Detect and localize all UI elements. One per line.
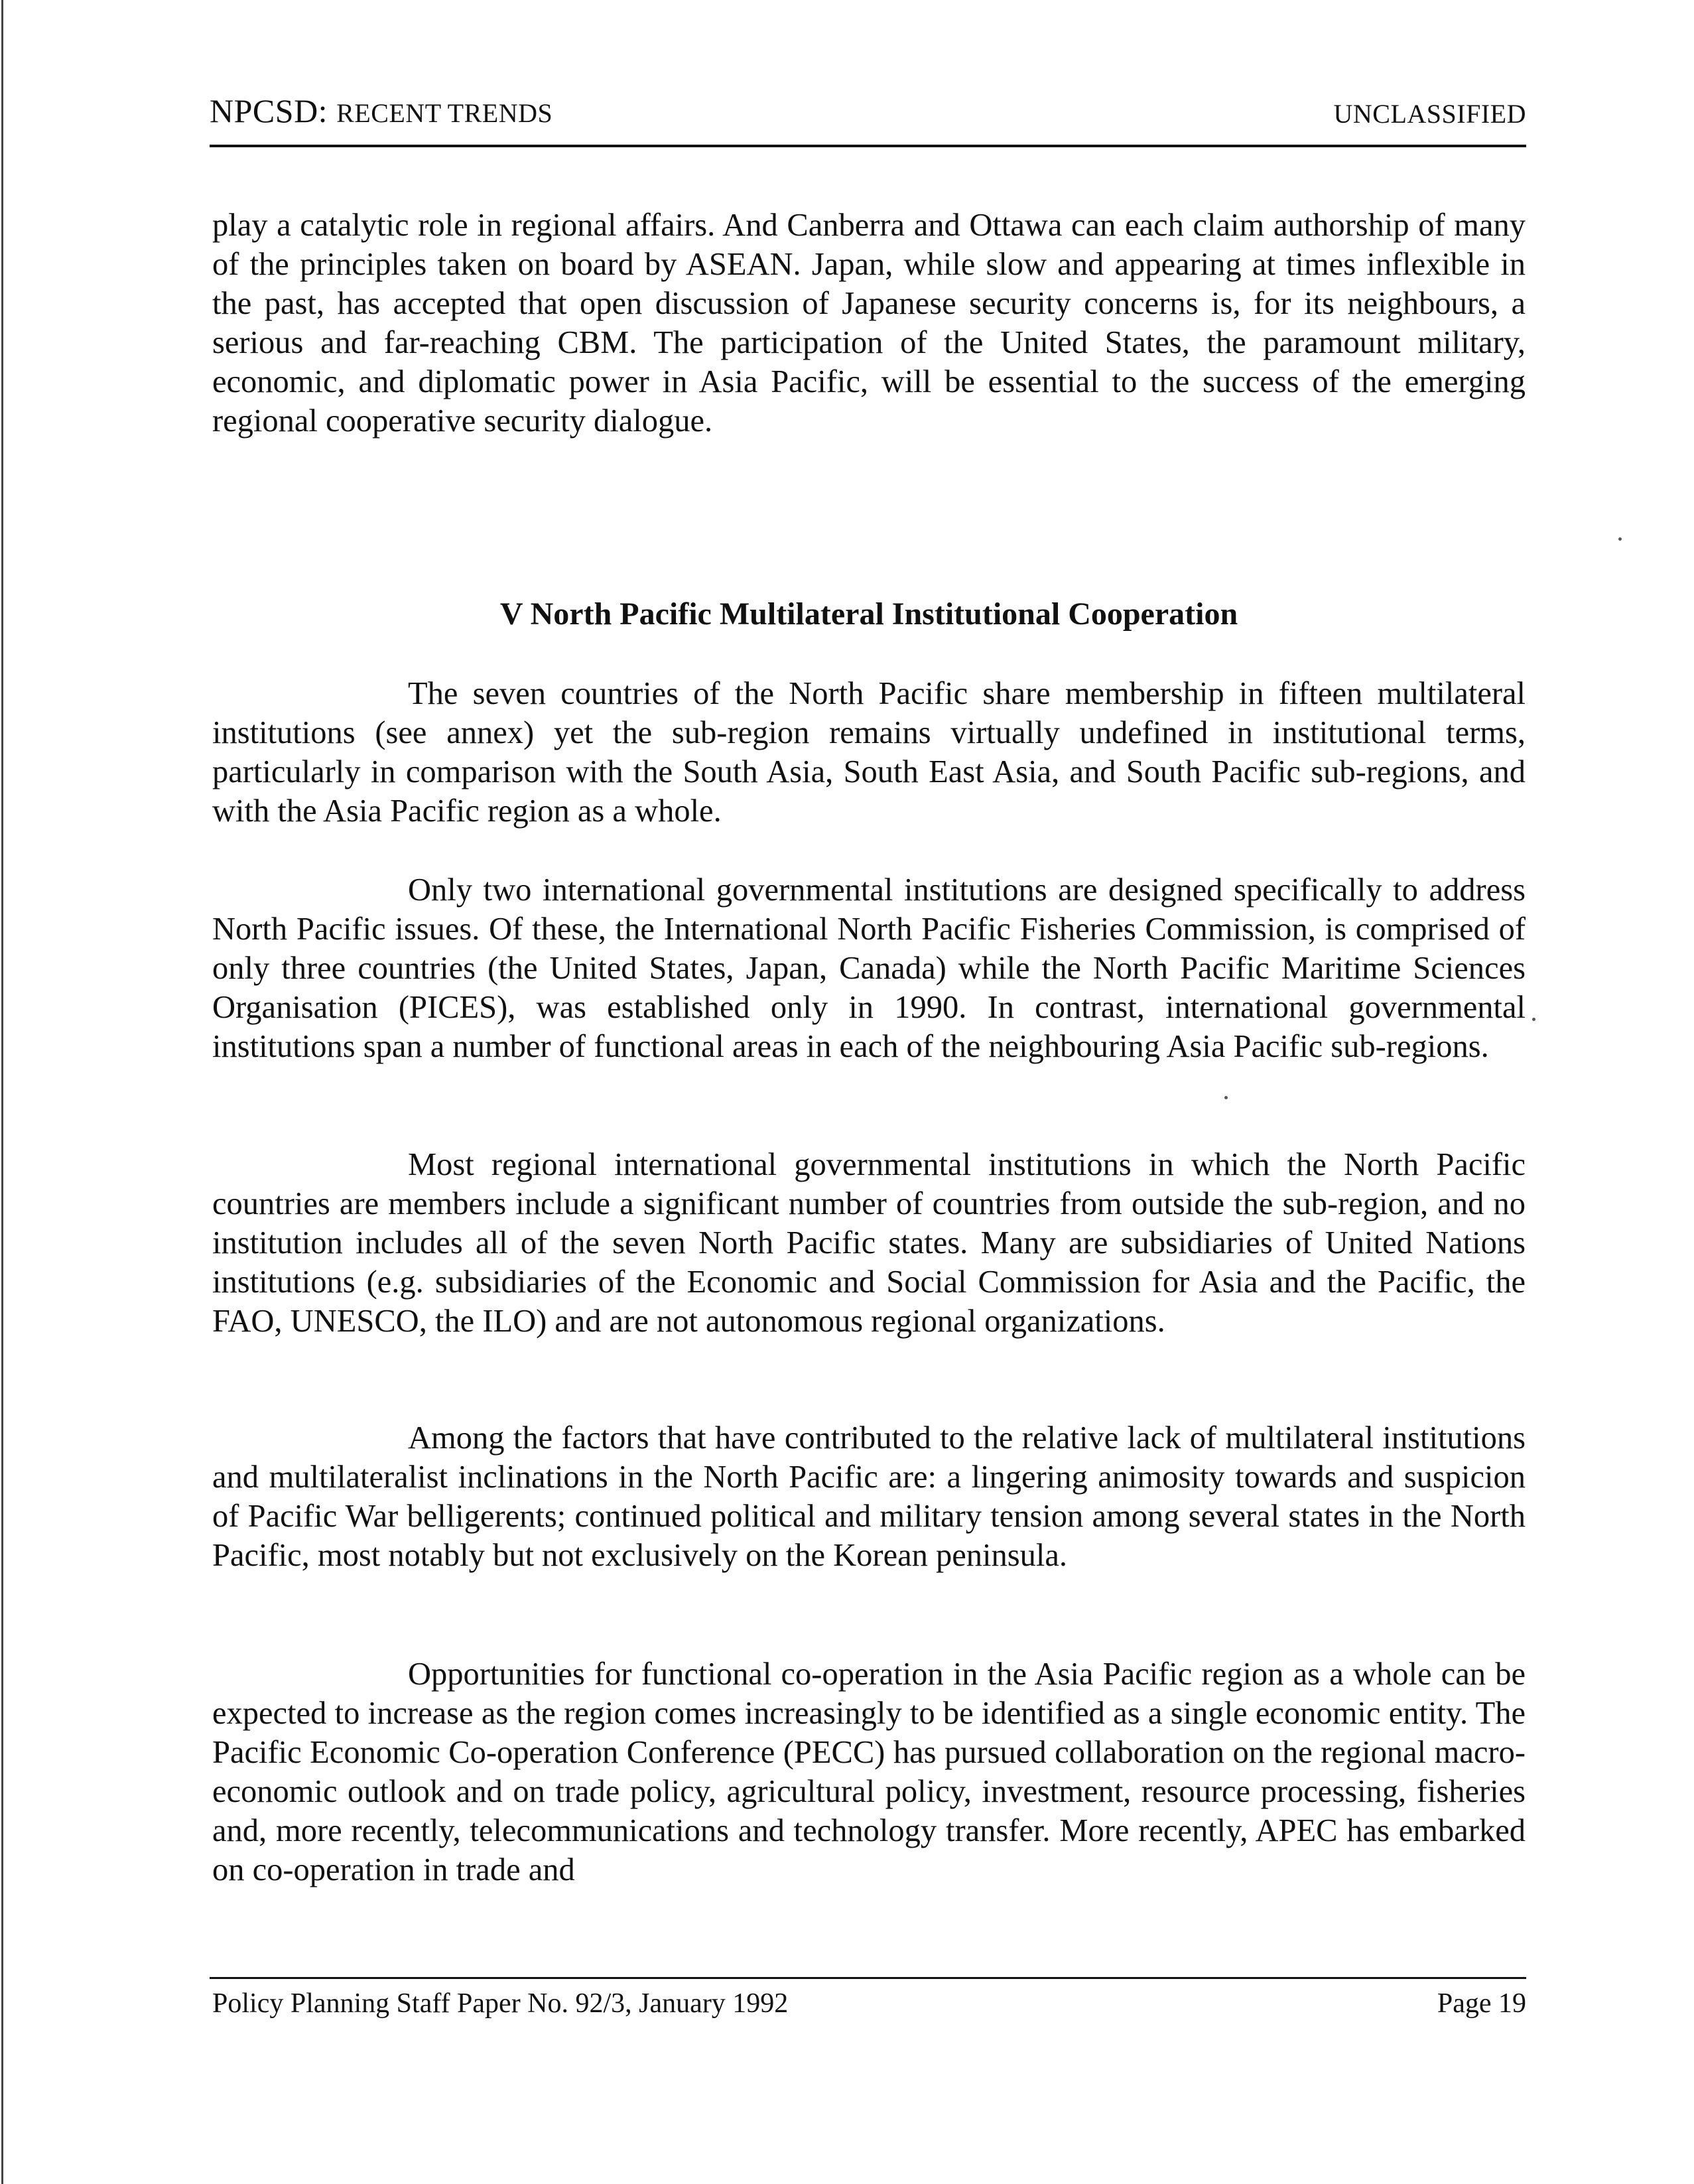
paragraph-5: Opportunities for functional co-operation in the Asia Pacific region as a whole can be expected to increase as the region comes increasingly to be identified as a single economic entity. The Pacific Economic Co-operation Conference (PECC) has pursued collaboration on the regional macro-economic outlook and on trade policy, agricultural policy, investment, resource processing, fisheries and, more recently, telecommunications and technology transfer. More recently, APEC has embarked on co-operation in trade and (212, 1657, 1526, 1887)
paragraph-3: Most regional international governmental institutions in which the North Pacific countries are members include a significant number of countries from outside the sub-region, and no institution includes all of the seven North Pacific states. Many are subsidiaries of United Nations institutions (e.g. subsidiaries of the Economic and Social Commission for Asia and the Pacific, the FAO, UNESCO, the ILO) and are not autonomous regional organizations. (212, 1147, 1526, 1339)
header-rule (210, 145, 1526, 147)
header-title-main: NPCSD: (210, 92, 328, 129)
header-title (210, 92, 553, 130)
classification-label: UNCLASSIFIED (1333, 99, 1526, 129)
paragraph-4: Among the factors that have contributed to the relative lack of multilateral institutions and multilateralist inclinations in the North Pacific are: a lingering animosity towards and suspicion of Pacific War belligerents; continued political and military tension among several states in the North Pacific, most notably but not exclusively on the Korean peninsula. (212, 1420, 1526, 1573)
footer-citation: Policy Planning Staff Paper No. 92/3, January 1992 (212, 1988, 789, 2019)
paragraph-1: The seven countries of the North Pacific share membership in fifteen multilateral institutions (see annex) yet the sub-region remains virtually undefined in institutional terms, particularly in comparison with the South Asia, South East Asia, and South Pacific sub-regions, and with the Asia Pacific region as a whole. (212, 676, 1526, 829)
paragraph-2: Only two international governmental institutions are designed specifically to address North Pacific issues. Of these, the International North Pacific Fisheries Commission, is comprised of only three countries (the United States, Japan, Canada) while the North Pacific Maritime Sciences Organisation (PICES), was established only in 1990. In contrast, international governmental institutions span a number of functional areas in each of the neighbouring Asia Pacific sub-regions. (212, 872, 1526, 1064)
scan-speck (1532, 1018, 1535, 1021)
scan-speck (1618, 537, 1622, 541)
running-header (210, 92, 1526, 138)
paragraph-continued: play a catalytic role in regional affairs. And Canberra and Ottawa can each claim authorship of many of the principles taken on board by ASEAN. Japan, while slow and appearing at times inflexible in the past, has accepted that open discussion of Japanese security concerns is, for its neighbours, a serious and far-reaching CBM. The participation of the United States, the paramount military, economic, and diplomatic power in Asia Pacific, will be essential to the success of the emerging regional cooperative security dialogue. (212, 208, 1526, 439)
scan-left-edge (1, 0, 3, 2184)
page-number: Page 19 (1437, 1988, 1526, 2019)
section-heading: V North Pacific Multilateral Institutional Cooperation (499, 596, 1238, 632)
scan-speck (1224, 1096, 1228, 1099)
header-title-sub: RECENT TRENDS (336, 98, 553, 128)
footer-rule (210, 1977, 1526, 1979)
